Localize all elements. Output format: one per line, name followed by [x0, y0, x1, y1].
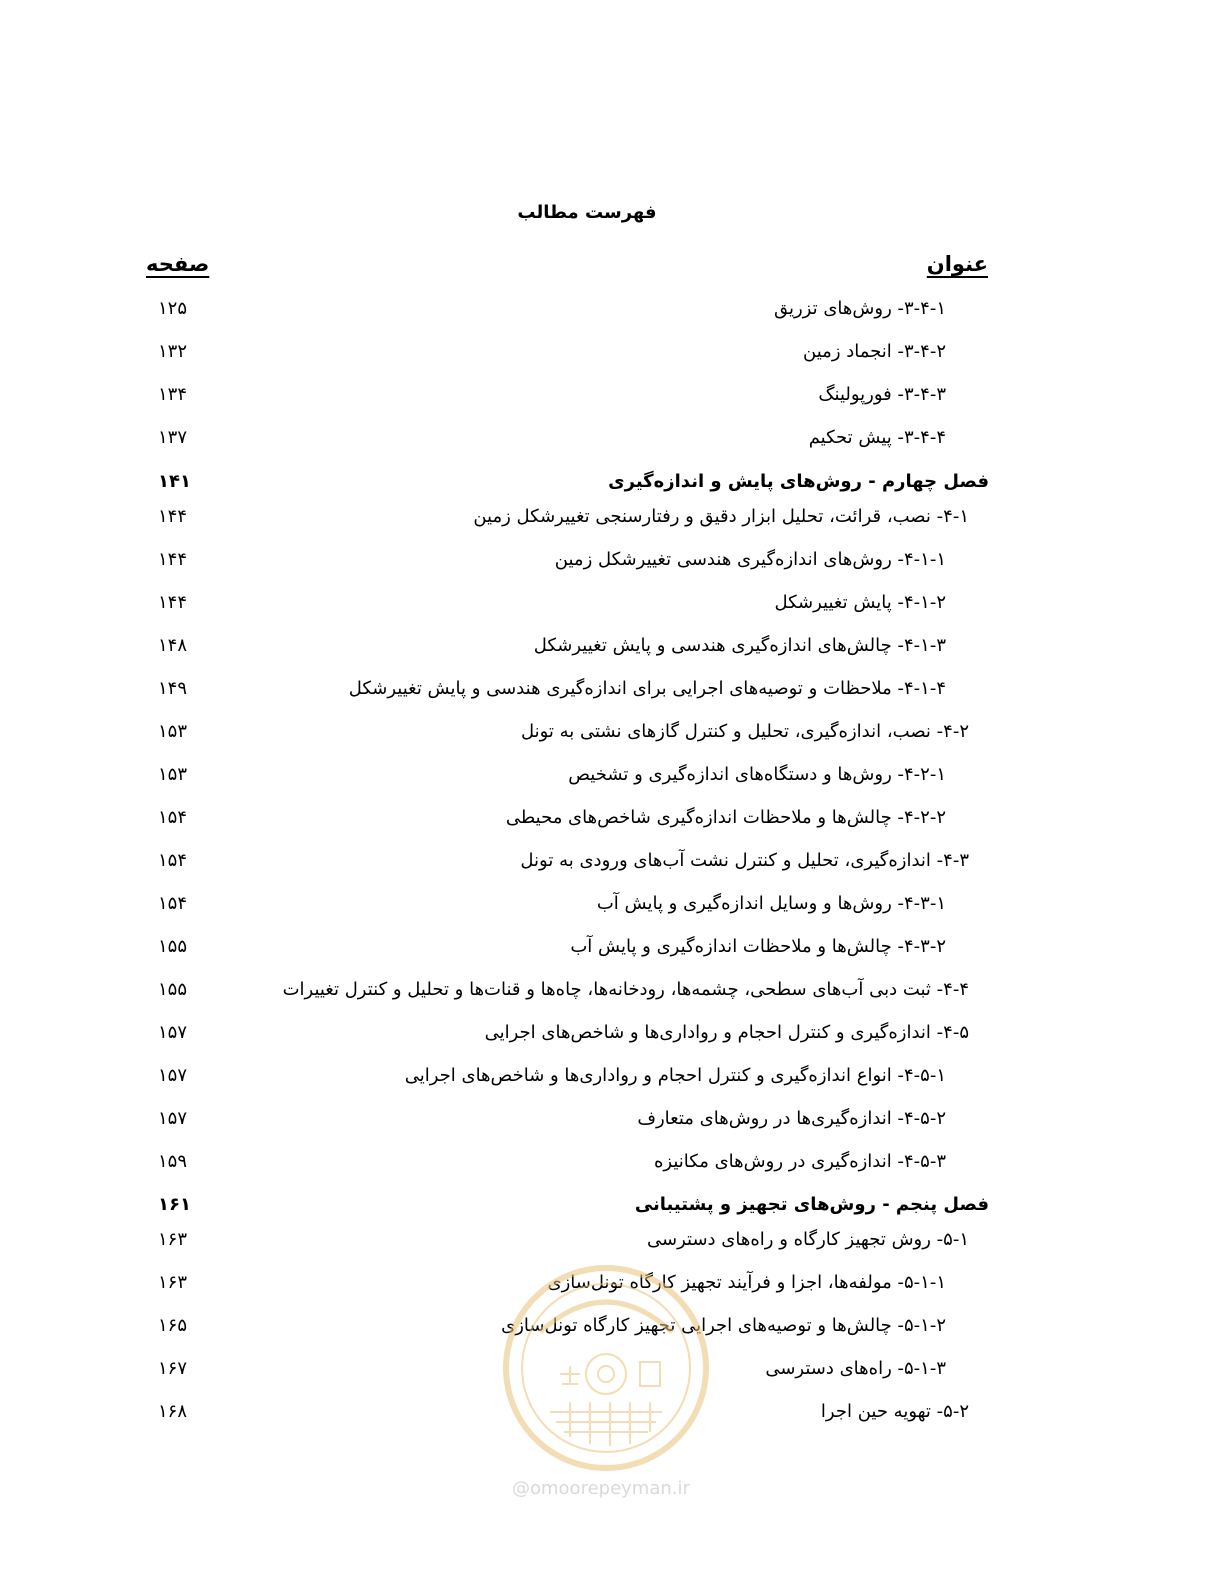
toc-row: [0, 294, 1224, 324]
toc-entry-page-number: ۱۳۴: [158, 384, 188, 405]
toc-entry-page-number: ۱۴۱: [158, 471, 191, 492]
toc-entry-title: ۵-۱-۱- مولفه‌ها، اجزا و فرآیند تجهیز کارگاه تونل‌سازی: [547, 1272, 946, 1293]
toc-row: [0, 803, 1224, 833]
toc-entry-title: ۴-۱-۴- ملاحظات و توصیه‌های اجرایی برای اندازه‌گیری هندسی و پایش تغییرشکل: [348, 678, 946, 699]
toc-entry-page-number: ۱۶۳: [158, 1272, 188, 1293]
toc-entry-page-number: ۱۵۴: [158, 893, 188, 914]
toc-entry-title: ۵-۲- تهویه حین اجرا: [820, 1401, 969, 1422]
toc-entry-title: ۴-۵-۱- انواع اندازه‌گیری و کنترل احجام و رواداری‌ها و شاخص‌های اجرایی: [404, 1065, 946, 1086]
toc-entry-page-number: ۱۳۲: [158, 341, 188, 362]
toc-entry-title: ۴-۳-۱- روش‌ها و وسایل اندازه‌گیری و پایش آب: [596, 893, 946, 914]
toc-entry-page-number: ۱۵۵: [158, 979, 188, 1000]
toc-entry-title: ۵-۱- روش تجهیز کارگاه و راه‌های دسترسی: [647, 1229, 969, 1250]
toc-entry-page-number: ۱۶۳: [158, 1229, 188, 1250]
page-column-header: صفحه: [146, 252, 210, 276]
toc-entry-page-number: ۱۵۹: [158, 1151, 188, 1172]
toc-entry-page-number: ۱۵۷: [158, 1022, 188, 1043]
toc-entry-page-number: ۱۵۷: [158, 1065, 188, 1086]
page-title: فهرست مطالب: [517, 202, 657, 223]
toc-entry-title: ۴-۲-۲- چالش‌ها و ملاحظات اندازه‌گیری شاخص‌های محیطی: [505, 807, 946, 828]
toc-entry-title: ۴-۵-۳- اندازه‌گیری در روش‌های مکانیزه: [654, 1151, 946, 1172]
toc-row: [0, 337, 1224, 367]
chapter-heading-row: [0, 1190, 1224, 1220]
toc-entry-title: ۳-۴-۲- انجماد زمین: [803, 341, 946, 362]
toc-entry-title: ۳-۴-۱- روش‌های تزریق: [773, 298, 946, 319]
watermark-site-text: @omoorepeyman.ir: [512, 1478, 690, 1499]
toc-entry-title: ۴-۲-۱- روش‌ها و دستگاه‌های اندازه‌گیری و تشخیص: [568, 764, 946, 785]
toc-entry-page-number: ۱۶۷: [158, 1358, 188, 1379]
toc-entry-page-number: ۱۵۴: [158, 807, 188, 828]
toc-row: [0, 631, 1224, 661]
toc-row: [0, 380, 1224, 410]
toc-row: [0, 502, 1224, 532]
toc-entry-title: فصل پنجم - روش‌های تجهیز و پشتیبانی: [634, 1194, 989, 1215]
toc-row: [0, 846, 1224, 876]
toc-entry-title: ۴-۳-۲- چالش‌ها و ملاحظات اندازه‌گیری و پایش آب: [570, 936, 946, 957]
toc-row: [0, 932, 1224, 962]
toc-entry-title: ۴-۱-۱- روش‌های اندازه‌گیری هندسی تغییرشکل زمین: [554, 549, 946, 570]
toc-entry-title: ۵-۱-۲- چالش‌ها و توصیه‌های اجرایی تجهیز کارگاه تونل‌سازی: [501, 1315, 946, 1336]
toc-row: [0, 423, 1224, 453]
toc-entry-page-number: ۱۴۴: [158, 592, 188, 613]
toc-row: [0, 1225, 1224, 1255]
toc-entry-title: ۴-۱-۳- چالش‌های اندازه‌گیری هندسی و پایش تغییرشکل: [533, 635, 946, 656]
toc-entry-page-number: ۱۵۳: [158, 764, 188, 785]
toc-entry-title: ۴-۳- اندازه‌گیری، تحلیل و کنترل نشت آب‌های ورودی به تونل: [520, 850, 969, 871]
toc-entry-title: فصل چهارم - روش‌های پایش و اندازه‌گیری: [608, 471, 989, 492]
toc-row: [0, 889, 1224, 919]
toc-entry-page-number: ۱۵۴: [158, 850, 188, 871]
toc-entry-page-number: ۱۴۹: [158, 678, 188, 699]
publisher-seal-watermark: [500, 1262, 712, 1474]
toc-row: [0, 674, 1224, 704]
toc-entry-page-number: ۱۴۴: [158, 549, 188, 570]
toc-entry-title: ۴-۲- نصب، اندازه‌گیری، تحلیل و کنترل گازهای نشتی به تونل: [520, 721, 969, 742]
toc-entry-page-number: ۱۳۷: [158, 427, 188, 448]
toc-row: [0, 545, 1224, 575]
toc-entry-title: ۳-۴-۴- پیش تحکیم: [808, 427, 946, 448]
toc-row: [0, 1147, 1224, 1177]
chapter-heading-row: [0, 467, 1224, 497]
toc-row: [0, 717, 1224, 747]
toc-entry-page-number: ۱۶۵: [158, 1315, 188, 1336]
toc-entry-page-number: ۱۶۸: [158, 1401, 188, 1422]
toc-row: [0, 760, 1224, 790]
toc-entry-page-number: ۱۴۴: [158, 506, 188, 527]
toc-entry-page-number: ۱۵۳: [158, 721, 188, 742]
title-column-header: عنوان: [926, 252, 988, 276]
toc-entry-title: ۴-۵-۲- اندازه‌گیری‌ها در روش‌های متعارف: [637, 1108, 946, 1129]
toc-entry-title: ۴-۵- اندازه‌گیری و کنترل احجام و رواداری‌ها و شاخص‌های اجرایی: [484, 1022, 969, 1043]
toc-entry-title: ۳-۴-۳- فورپولینگ: [818, 384, 946, 405]
toc-row: [0, 1061, 1224, 1091]
toc-entry-page-number: ۱۴۸: [158, 635, 188, 656]
toc-row: [0, 975, 1224, 1005]
toc-row: [0, 1104, 1224, 1134]
toc-entry-page-number: ۱۵۷: [158, 1108, 188, 1129]
toc-entry-title: ۴-۱-۲- پایش تغییرشکل: [774, 592, 946, 613]
toc-entry-title: ۴-۴- ثبت دبی آب‌های سطحی، چشمه‌ها، رودخانه‌ها، چاه‌ها و قنات‌ها و تحلیل و کنترل تغییرات: [282, 979, 969, 1000]
toc-entry-page-number: ۱۲۵: [158, 298, 188, 319]
toc-entry-title: ۴-۱- نصب، قرائت، تحلیل ابزار دقیق و رفتارسنجی تغییرشکل زمین: [473, 506, 969, 527]
toc-entry-title: ۵-۱-۳- راه‌های دسترسی: [765, 1358, 946, 1379]
toc-row: [0, 1018, 1224, 1048]
toc-row: [0, 588, 1224, 618]
toc-entry-page-number: ۱۶۱: [158, 1194, 191, 1215]
toc-entry-page-number: ۱۵۵: [158, 936, 188, 957]
